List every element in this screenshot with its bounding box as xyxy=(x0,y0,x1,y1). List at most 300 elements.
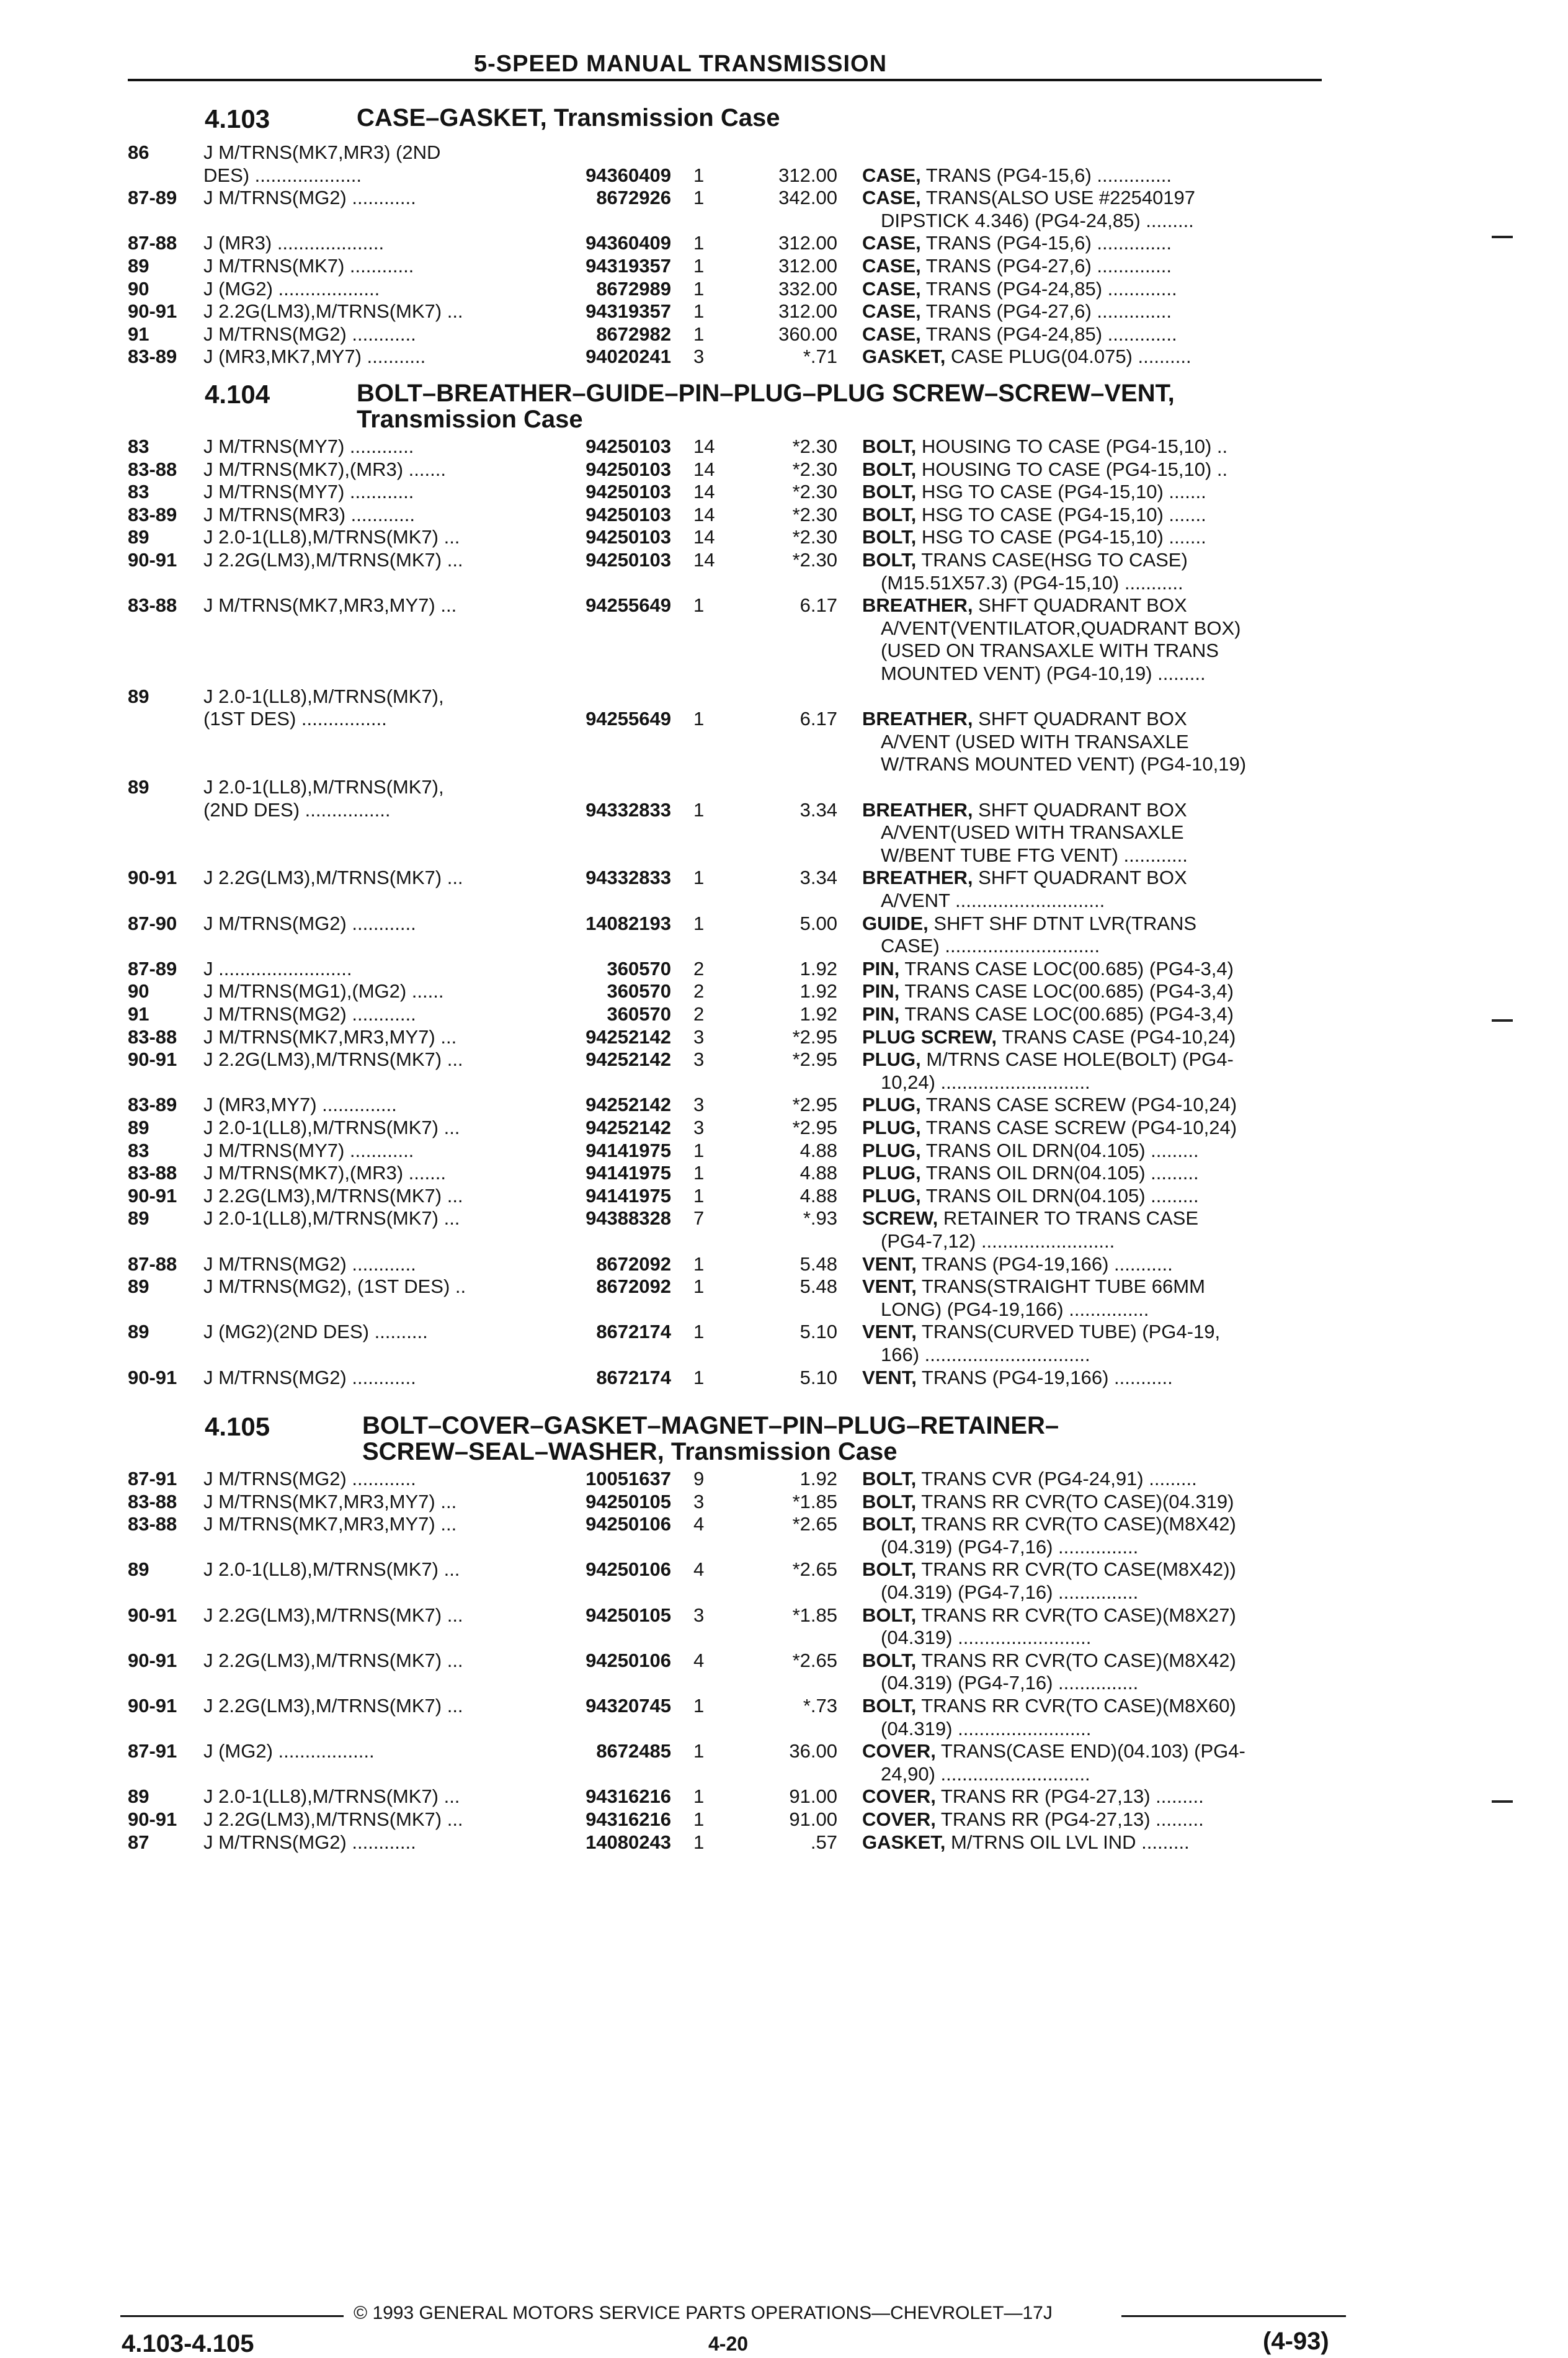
description xyxy=(881,1581,1138,1604)
description xyxy=(881,1230,1115,1253)
part-number: 94360409 xyxy=(586,164,671,186)
description xyxy=(862,1604,1236,1627)
application: J 2.2G(LM3),M/TRNS(MK7) ... xyxy=(203,1604,463,1626)
parts-row xyxy=(0,1558,1568,1581)
quantity: 3 xyxy=(693,1094,705,1116)
parts-row xyxy=(0,1718,1568,1740)
description xyxy=(881,1718,1091,1740)
description xyxy=(881,753,1246,775)
description xyxy=(862,481,1206,503)
parts-row xyxy=(0,663,1568,685)
description xyxy=(862,1367,1173,1389)
application: J M/TRNS(MG1),(MG2) ...... xyxy=(203,980,444,1003)
parts-row xyxy=(0,1581,1568,1604)
quantity: 1 xyxy=(693,1831,705,1853)
parts-row xyxy=(0,594,1568,617)
price: *2.30 xyxy=(792,549,837,571)
price: *2.30 xyxy=(792,526,837,548)
description-keyword: BOLT, xyxy=(862,1649,917,1671)
price: 91.00 xyxy=(789,1808,837,1830)
part-number: 94250105 xyxy=(586,1604,671,1626)
price: 3.34 xyxy=(800,867,837,889)
model-year: 83-88 xyxy=(128,458,177,480)
quantity: 1 xyxy=(693,798,705,821)
price: *2.30 xyxy=(792,458,837,480)
price: *2.95 xyxy=(792,1117,837,1138)
parts-row xyxy=(0,323,1568,346)
quantity: 1 xyxy=(693,594,705,617)
description-text: HSG TO CASE (PG4-15,10) ....... xyxy=(916,526,1206,548)
description-text: M/TRNS OIL LVL IND ......... xyxy=(945,1831,1190,1853)
description xyxy=(862,913,1196,935)
model-year: 90-91 xyxy=(128,1649,177,1671)
model-year: 87-91 xyxy=(128,1468,177,1489)
parts-row xyxy=(0,799,1568,821)
quantity: 2 xyxy=(693,980,705,1003)
description-keyword: CASE, xyxy=(862,300,921,323)
model-year: 83-88 xyxy=(128,1025,177,1048)
quantity: 2 xyxy=(693,1003,705,1025)
parts-row xyxy=(0,1071,1568,1094)
description xyxy=(862,1650,1236,1672)
part-number: 94316216 xyxy=(586,1808,671,1830)
description-text: A/VENT(VENTILATOR,QUADRANT BOX) xyxy=(881,617,1241,639)
description-text: DIPSTICK 4.346) (PG4-24,85) ......... xyxy=(881,209,1194,231)
application: J 2.0-1(LL8),M/TRNS(MK7) ... xyxy=(203,1207,460,1230)
section-number: 4.105 xyxy=(205,1412,270,1441)
description-keyword: PLUG, xyxy=(862,1162,921,1184)
quantity: 1 xyxy=(693,1253,705,1275)
description-text: W/BENT TUBE FTG VENT) ............ xyxy=(881,844,1188,866)
description xyxy=(862,594,1187,617)
parts-row xyxy=(0,1808,1568,1831)
price: *.71 xyxy=(803,346,837,368)
section-title: CASE–GASKET, Transmission Case xyxy=(357,104,780,132)
description-text: TRANS (PG4-15,6) .............. xyxy=(920,232,1172,254)
model-year: 90-91 xyxy=(128,549,177,571)
parts-row xyxy=(0,504,1568,526)
quantity: 3 xyxy=(693,1048,705,1071)
parts-row xyxy=(0,708,1568,730)
description-keyword: BOLT, xyxy=(862,481,917,503)
price: 36.00 xyxy=(789,1740,837,1762)
description-keyword: PLUG, xyxy=(862,1184,921,1207)
description-text: (04.319) ......................... xyxy=(881,1717,1092,1739)
quantity: 1 xyxy=(693,1139,705,1161)
description-text: HSG TO CASE (PG4-15,10) ....... xyxy=(916,503,1206,525)
description xyxy=(862,164,1172,187)
model-year: 83-89 xyxy=(128,346,177,368)
part-number: 94316216 xyxy=(586,1785,671,1808)
description xyxy=(862,1695,1236,1717)
description-text: (04.319) (PG4-7,16) ............... xyxy=(881,1672,1139,1694)
price: *2.65 xyxy=(792,1558,837,1581)
description-text: 24,90) ............................ xyxy=(881,1762,1090,1785)
quantity: 14 xyxy=(693,526,715,548)
model-year: 90-91 xyxy=(128,867,177,889)
description xyxy=(881,663,1206,685)
price: 1.92 xyxy=(800,1468,837,1489)
parts-row xyxy=(0,164,1568,187)
model-year: 83-88 xyxy=(128,1162,177,1184)
description-keyword: PLUG, xyxy=(862,1139,921,1161)
description xyxy=(862,435,1227,458)
quantity: 1 xyxy=(693,255,705,277)
part-number: 94252142 xyxy=(586,1025,671,1048)
quantity: 3 xyxy=(693,1025,705,1048)
description-text: TRANS RR CVR(TO CASE)(M8X42) xyxy=(916,1649,1236,1671)
description-text: (PG4-7,12) ......................... xyxy=(881,1230,1115,1252)
page-title: 5-SPEED MANUAL TRANSMISSION xyxy=(474,51,888,77)
description-text: TRANS CASE SCREW (PG4-10,24) xyxy=(920,1094,1237,1116)
description-text: TRANS OIL DRN(04.105) ......... xyxy=(920,1139,1199,1161)
description-text: HSG TO CASE (PG4-15,10) ....... xyxy=(916,481,1206,503)
quantity: 1 xyxy=(693,323,705,345)
parts-row xyxy=(0,187,1568,209)
application: J M/TRNS(MK7),(MR3) ....... xyxy=(203,1162,446,1184)
description-text: A/VENT(USED WITH TRANSAXLE xyxy=(881,821,1184,844)
footer-date: (4-93) xyxy=(1263,2328,1329,2355)
application: J 2.2G(LM3),M/TRNS(MK7) ... xyxy=(203,1184,463,1207)
part-number: 94141975 xyxy=(586,1139,671,1161)
description-keyword: VENT, xyxy=(862,1275,917,1298)
parts-row xyxy=(0,844,1568,867)
description-keyword: CASE, xyxy=(862,277,921,300)
price: 312.00 xyxy=(778,300,837,323)
price: 6.17 xyxy=(800,594,837,617)
description xyxy=(862,1003,1234,1025)
parts-row xyxy=(0,1048,1568,1071)
description-text: CASE) ............................. xyxy=(881,935,1100,957)
price: *.73 xyxy=(803,1695,837,1717)
application: J M/TRNS(MG2) ............ xyxy=(203,1253,416,1275)
quantity: 1 xyxy=(693,708,705,730)
application: J ......................... xyxy=(203,957,352,980)
quantity: 1 xyxy=(693,1366,705,1388)
part-number: 94388328 xyxy=(586,1207,671,1230)
application: (1ST DES) ................ xyxy=(203,708,387,730)
description-text: TRANS CASE (PG4-10,24) xyxy=(997,1025,1236,1048)
description-text: SHFT QUADRANT BOX xyxy=(973,594,1187,617)
quantity: 14 xyxy=(693,503,715,525)
parts-row xyxy=(0,526,1568,548)
quantity: 1 xyxy=(693,300,705,323)
quantity: 9 xyxy=(693,1468,705,1489)
quantity: 1 xyxy=(693,1740,705,1762)
footer-copyright: © 1993 GENERAL MOTORS SERVICE PARTS OPERATIONS—CHEVROLET—17J xyxy=(354,2303,1053,2323)
description-keyword: COVER, xyxy=(862,1808,936,1830)
parts-row xyxy=(0,346,1568,368)
price: 5.10 xyxy=(800,1321,837,1343)
price: 5.48 xyxy=(800,1275,837,1298)
description xyxy=(862,980,1234,1003)
description xyxy=(862,458,1227,481)
parts-row xyxy=(0,210,1568,232)
parts-row xyxy=(0,731,1568,753)
price: 312.00 xyxy=(778,232,837,254)
description-keyword: COVER, xyxy=(862,1785,936,1808)
description-text: MOUNTED VENT) (PG4-10,19) ......... xyxy=(881,663,1206,684)
description-keyword: BOLT, xyxy=(862,1604,917,1626)
parts-row xyxy=(0,1230,1568,1253)
price: *.93 xyxy=(803,1207,837,1230)
description-text: SHFT QUADRANT BOX xyxy=(973,798,1187,821)
parts-row xyxy=(0,481,1568,503)
price: *1.85 xyxy=(792,1604,837,1626)
quantity: 1 xyxy=(693,1184,705,1207)
part-number: 94250103 xyxy=(586,481,671,503)
description-keyword: PLUG, xyxy=(862,1094,921,1116)
model-year: 83 xyxy=(128,481,149,503)
part-number: 94319357 xyxy=(586,255,671,277)
description-text: A/VENT ............................ xyxy=(881,890,1105,911)
description-keyword: CASE, xyxy=(862,187,921,209)
part-number: 8672485 xyxy=(596,1740,671,1762)
part-number: 94252142 xyxy=(586,1117,671,1138)
model-year: 90 xyxy=(128,980,149,1003)
description-text: TRANS RR CVR(TO CASE)(04.319) xyxy=(916,1490,1234,1512)
description-text: TRANS RR (PG4-27,13) ......... xyxy=(935,1808,1204,1830)
price: 6.17 xyxy=(800,708,837,730)
footer-section-range: 4.103-4.105 xyxy=(122,2330,254,2357)
description-text: TRANS(CURVED TUBE) (PG4-19, xyxy=(916,1321,1221,1343)
parts-row xyxy=(0,1491,1568,1513)
description-keyword: VENT, xyxy=(862,1253,917,1275)
parts-row xyxy=(0,1763,1568,1785)
description-keyword: BOLT, xyxy=(862,458,917,480)
description xyxy=(881,1763,1090,1785)
description-keyword: BOLT, xyxy=(862,1558,917,1581)
application: J M/TRNS(MG2) ............ xyxy=(203,1831,416,1853)
description-text: TRANS RR CVR(TO CASE)(M8X42) xyxy=(916,1513,1236,1535)
quantity: 2 xyxy=(693,957,705,980)
application: J M/TRNS(MK7,MR3,MY7) ... xyxy=(203,1490,457,1512)
description xyxy=(881,731,1189,753)
model-year: 83-89 xyxy=(128,1094,177,1116)
description-text: M/TRNS CASE HOLE(BOLT) (PG4- xyxy=(920,1048,1234,1071)
model-year: 89 xyxy=(128,1275,149,1298)
price: 4.88 xyxy=(800,1139,837,1161)
application: J M/TRNS(MK7,MR3,MY7) ... xyxy=(203,594,457,617)
price: 4.88 xyxy=(800,1162,837,1184)
description-keyword: PLUG, xyxy=(862,1048,921,1071)
application: J M/TRNS(MY7) ............ xyxy=(203,481,414,503)
description xyxy=(862,1831,1190,1854)
model-year: 89 xyxy=(128,1117,149,1138)
part-number: 360570 xyxy=(607,1003,671,1025)
parts-row xyxy=(0,867,1568,889)
model-year: 89 xyxy=(128,685,149,707)
application: J M/TRNS(MY7) ............ xyxy=(203,435,414,457)
description xyxy=(862,1275,1205,1298)
part-number: 8672174 xyxy=(596,1321,671,1343)
description-keyword: BOLT, xyxy=(862,1490,917,1512)
description-text: 10,24) ............................ xyxy=(881,1071,1090,1093)
description xyxy=(881,821,1184,844)
model-year: 87-91 xyxy=(128,1740,177,1762)
parts-row xyxy=(0,1604,1568,1627)
parts-row xyxy=(0,300,1568,323)
parts-row xyxy=(0,255,1568,277)
price: 360.00 xyxy=(778,323,837,345)
parts-row xyxy=(0,1785,1568,1808)
application: J M/TRNS(MG2) ............ xyxy=(203,1366,416,1388)
model-year: 91 xyxy=(128,323,149,345)
description xyxy=(862,1808,1204,1831)
model-year: 83-88 xyxy=(128,1513,177,1535)
description-keyword: BREATHER, xyxy=(862,798,973,821)
quantity: 4 xyxy=(693,1649,705,1671)
parts-row xyxy=(0,890,1568,912)
footer-rule-left xyxy=(120,2315,344,2317)
section-number: 4.104 xyxy=(205,380,270,409)
quantity: 4 xyxy=(693,1513,705,1535)
description-text: CASE PLUG(04.075) .......... xyxy=(945,346,1192,368)
parts-row xyxy=(0,1627,1568,1649)
parts-row xyxy=(0,1253,1568,1275)
description xyxy=(862,1048,1234,1071)
description-keyword: BREATHER, xyxy=(862,867,973,889)
part-number: 94320745 xyxy=(586,1695,671,1717)
description xyxy=(862,526,1206,548)
parts-row xyxy=(0,1740,1568,1762)
part-number: 94252142 xyxy=(586,1094,671,1116)
description xyxy=(881,617,1241,640)
part-number: 94250103 xyxy=(586,526,671,548)
description xyxy=(862,708,1187,730)
price: *2.65 xyxy=(792,1513,837,1535)
quantity: 1 xyxy=(693,912,705,934)
application: J M/TRNS(MK7) ............ xyxy=(203,255,414,277)
model-year: 90-91 xyxy=(128,1604,177,1626)
part-number: 94255649 xyxy=(586,708,671,730)
model-year: 87-89 xyxy=(128,957,177,980)
part-number: 360570 xyxy=(607,957,671,980)
description-text: SHFT SHF DTNT LVR(TRANS xyxy=(928,912,1197,934)
description-text: TRANS OIL DRN(04.105) ......... xyxy=(920,1162,1199,1184)
model-year: 90-91 xyxy=(128,1048,177,1071)
description-keyword: BREATHER, xyxy=(862,708,973,730)
description-keyword: SCREW, xyxy=(862,1207,938,1230)
parts-row xyxy=(0,1003,1568,1025)
header-rule xyxy=(128,79,1322,81)
parts-row xyxy=(0,821,1568,844)
description xyxy=(862,504,1206,526)
description-keyword: VENT, xyxy=(862,1366,917,1388)
parts-row xyxy=(0,980,1568,1003)
price: 3.34 xyxy=(800,798,837,821)
section-title: Transmission Case xyxy=(357,406,583,433)
part-number: 94141975 xyxy=(586,1184,671,1207)
parts-row xyxy=(0,1185,1568,1207)
description-text: SHFT QUADRANT BOX xyxy=(973,708,1187,730)
description-text: TRANS CASE SCREW (PG4-10,24) xyxy=(920,1117,1237,1138)
application: J 2.0-1(LL8),M/TRNS(MK7) ... xyxy=(203,526,460,548)
description xyxy=(862,255,1172,277)
section-title: BOLT–BREATHER–GUIDE–PIN–PLUG–PLUG SCREW–SCREW–VENT, xyxy=(357,380,1175,407)
description-text: (04.319) ......................... xyxy=(881,1627,1092,1649)
model-year: 90 xyxy=(128,277,149,300)
parts-row xyxy=(0,1513,1568,1535)
description-keyword: CASE, xyxy=(862,232,921,254)
description xyxy=(862,278,1177,300)
model-year: 89 xyxy=(128,776,149,798)
description-text: TRANS RR CVR(TO CASE)(M8X27) xyxy=(916,1604,1236,1626)
parts-row xyxy=(0,1207,1568,1230)
model-year: 90-91 xyxy=(128,300,177,323)
part-number: 10051637 xyxy=(586,1468,671,1489)
part-number: 94141975 xyxy=(586,1162,671,1184)
description xyxy=(862,1253,1173,1275)
parts-row xyxy=(0,935,1568,957)
part-number: 94250106 xyxy=(586,1558,671,1581)
parts-row xyxy=(0,141,1568,164)
description xyxy=(862,1185,1199,1207)
description xyxy=(862,1140,1199,1162)
application: J 2.2G(LM3),M/TRNS(MK7) ... xyxy=(203,867,463,889)
description-text: TRANS (PG4-27,6) .............. xyxy=(920,255,1172,277)
part-number: 14082193 xyxy=(586,912,671,934)
price: *2.95 xyxy=(792,1025,837,1048)
description-keyword: BOLT, xyxy=(862,435,917,457)
quantity: 1 xyxy=(693,187,705,209)
section-title: BOLT–COVER–GASKET–MAGNET–PIN–PLUG–RETAINER– xyxy=(362,1412,1059,1439)
application: J M/TRNS(MG2) ............ xyxy=(203,1003,416,1025)
description xyxy=(862,958,1234,980)
description-text: TRANS (PG4-19,166) ........... xyxy=(916,1366,1173,1388)
description-text: A/VENT (USED WITH TRANSAXLE xyxy=(881,730,1189,753)
part-number: 8672092 xyxy=(596,1253,671,1275)
quantity: 1 xyxy=(693,277,705,300)
parts-row xyxy=(0,1298,1568,1321)
parts-row xyxy=(0,913,1568,935)
quantity: 1 xyxy=(693,867,705,889)
description-keyword: BOLT, xyxy=(862,503,917,525)
part-number: 94250106 xyxy=(586,1513,671,1535)
description xyxy=(862,323,1177,346)
description-text: TRANS (PG4-27,6) .............. xyxy=(920,300,1172,323)
model-year: 87-90 xyxy=(128,912,177,934)
price: 5.00 xyxy=(800,912,837,934)
model-year: 89 xyxy=(128,1558,149,1581)
application: J 2.2G(LM3),M/TRNS(MK7) ... xyxy=(203,1808,463,1830)
application: J 2.0-1(LL8),M/TRNS(MK7), xyxy=(203,685,444,707)
parts-row xyxy=(0,572,1568,594)
parts-row xyxy=(0,1468,1568,1490)
parts-row xyxy=(0,1140,1568,1162)
parts-row xyxy=(0,686,1568,708)
model-year: 89 xyxy=(128,255,149,277)
footer-rule-right xyxy=(1121,2315,1346,2317)
description xyxy=(881,935,1100,957)
quantity: 14 xyxy=(693,435,715,457)
price: *2.95 xyxy=(792,1048,837,1071)
quantity: 1 xyxy=(693,232,705,254)
model-year: 87-89 xyxy=(128,187,177,209)
price: *2.30 xyxy=(792,503,837,525)
description-text: TRANS RR (PG4-27,13) ......... xyxy=(935,1785,1204,1808)
price: 1.92 xyxy=(800,1003,837,1025)
description xyxy=(881,1071,1090,1094)
application: J (MR3,MK7,MY7) ........... xyxy=(203,346,426,368)
description-keyword: GASKET, xyxy=(862,1831,946,1853)
description-text: TRANS(CASE END)(04.103) (PG4- xyxy=(935,1740,1245,1762)
description-text: TRANS (PG4-19,166) ........... xyxy=(916,1253,1173,1275)
margin-mark xyxy=(1492,1019,1513,1022)
description xyxy=(862,300,1172,323)
margin-mark xyxy=(1492,1800,1513,1803)
description-keyword: BREATHER, xyxy=(862,594,973,617)
